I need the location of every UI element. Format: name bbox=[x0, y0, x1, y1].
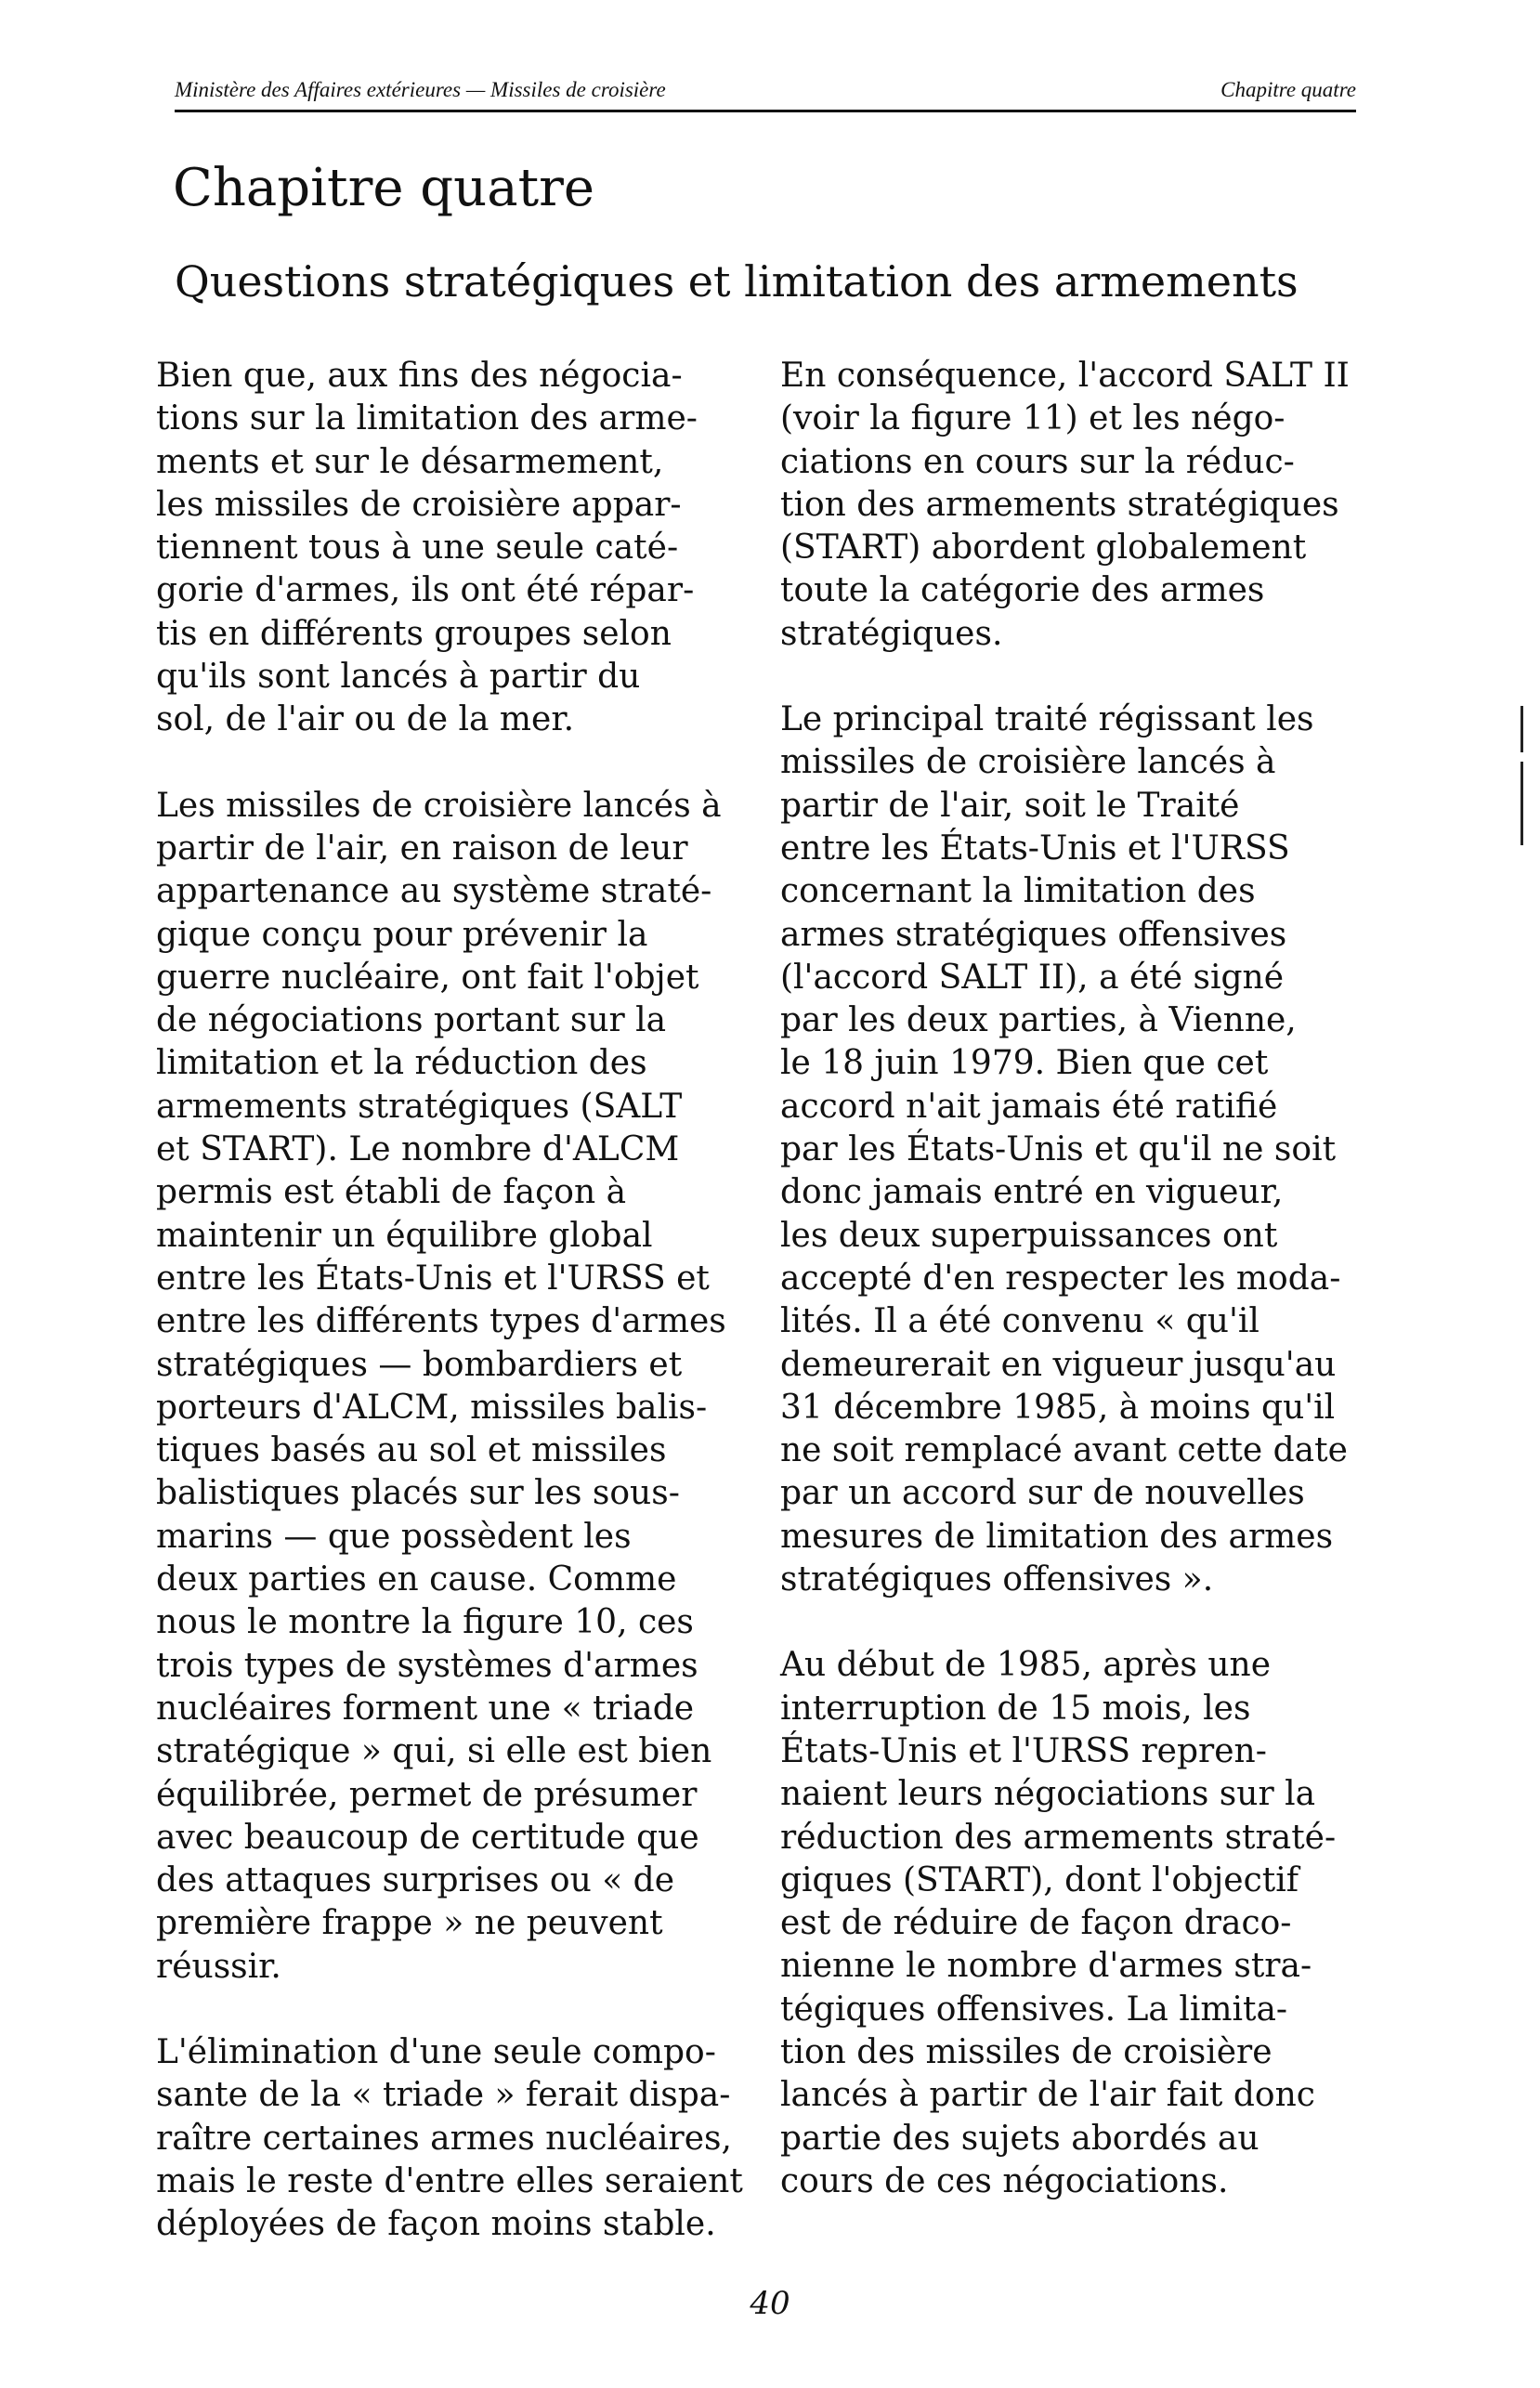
scan-edge-mark bbox=[1520, 706, 1523, 752]
section-title: Questions stratégiques et limitation des armements bbox=[175, 256, 1299, 307]
left-paragraph-1: Bien que, aux fins des négocia- tions sur la limitation des arme- ments et sur le désarmement, les missiles de croisière appar- tiennent tous à une seule caté- gorie d'armes, ils ont été répar- tis en différents groupes selon qu'ils sont lancés à partir du sol, de l'air ou de la mer. bbox=[156, 357, 698, 739]
left-paragraph-3: L'élimination d'une seule compo- sante de la « triade » ferait dispa- raître certaines armes nucléaires, mais le reste d'entre elles seraient déployées de façon moins stable. bbox=[156, 2032, 743, 2244]
right-paragraph-3: Au début de 1985, après une interruption de 15 mois, les États-Unis et l'URSS repren- naient leurs négociations sur la réduction des armements straté- giques (START), dont l'objectif est de réduire de façon draco- nienne le nombre d'armes stra- tégiques offensives. La limita- tion des missiles de croisière lancés à partir de l'air fait donc partie des sujets abordés au cours de ces négociations. bbox=[780, 1646, 1337, 2200]
header-left-text: Ministère des Affaires extérieures — Missiles de croisière bbox=[175, 78, 666, 101]
header-rule bbox=[175, 110, 1356, 112]
chapter-title: Chapitre quatre bbox=[173, 158, 594, 218]
right-paragraph-2: Le principal traité régissant les missiles de croisière lancés à partir de l'air, soit le Traité entre les États-Unis et l'URSS concernant la limitation des armes stratégiques offensives (l'accord SALT II), a été signé par les deux parties, à Vienne, le 18 juin 1979. Bien que cet accord n'ait jamais été ratifié par les États-Unis et qu'il ne soit donc jamais entré en vigueur, les deux superpuissances ont accepté d'en respecter les moda- lités. Il a été convenu « qu'il demeurerait en vigueur jusqu'au 31 décembre 1985, à moins qu'il ne soit remplacé avant cette date par un accord sur de nouvelles mesures de limitation des armes stratégiques offensives ». bbox=[780, 700, 1348, 1599]
right-column bbox=[780, 355, 1365, 2246]
header-right-text: Chapitre quatre bbox=[1220, 78, 1356, 101]
left-paragraph-2: Les missiles de croisière lancés à partir de l'air, en raison de leur appartenance au système straté- gique conçu pour prévenir la guerre nucléaire, ont fait l'objet de négociations portant sur la limitation et la réduction des armements stratégiques (SALT et START). Le nombre d'ALCM permis est établi de façon à maintenir un équilibre global entre les États-Unis et l'URSS et entre les différents types d'armes stratégiques — bombardiers et porteurs d'ALCM, missiles balis- tiques basés au sol et missiles balistiques placés sur les sous- marins — que possèdent les deux parties en cause. Comme nous le montre la figure 10, ces trois types de systèmes d'armes nucléaires forment une « triade stratégique » qui, si elle est bien équilibrée, permet de présumer avec beaucoup de certitude que des attaques surprises ou « de première frappe » ne peuvent réussir. bbox=[156, 786, 726, 1986]
left-column bbox=[156, 355, 750, 2289]
scan-edge-mark bbox=[1520, 762, 1523, 845]
right-paragraph-1: En conséquence, l'accord SALT II (voir la figure 11) et les négo- ciations en cours sur la réduc- tion des armements stratégiques (START) abordent globalement toute la catégorie des armes stratégiques. bbox=[780, 357, 1350, 653]
running-header bbox=[175, 76, 1356, 104]
page-number: 40 bbox=[750, 2285, 790, 2322]
